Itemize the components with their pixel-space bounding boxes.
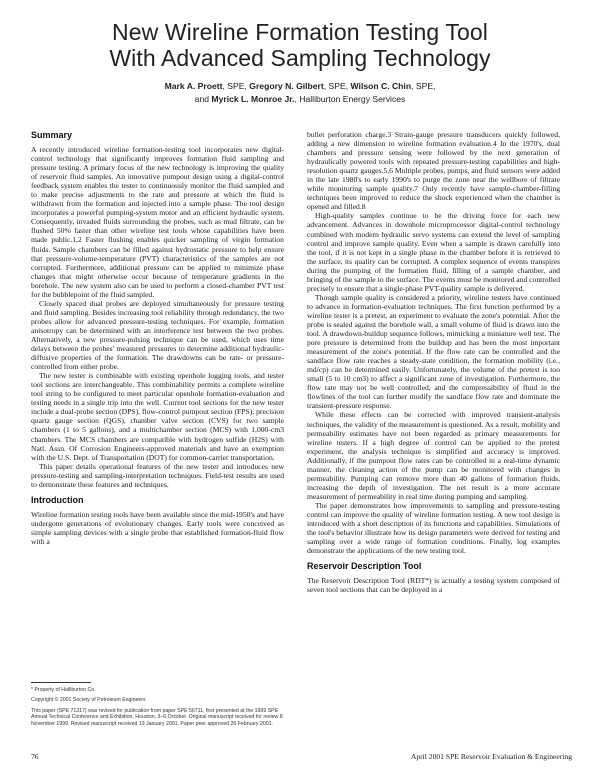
author-name: Gregory N. Gilbert xyxy=(249,81,324,91)
right-column xyxy=(307,130,560,594)
journal-citation: April 2001 SPE Reservoir Evaluation & Engineering xyxy=(410,752,572,761)
author-name: Wilson C. Chin xyxy=(350,81,412,91)
introduction-paragraph: Wireline formation testing tools have been available since the mid-1950's and have undergone generations of evolutionary changes. Early tools were conceived as simple sampling devices with a single probe that established formation-fluid flow with a xyxy=(31,509,284,546)
body-paragraph: The paper demonstrates how improvements to sampling and pressure-testing control can improve the quality of wireline formation testing. A new tool design is introduced with a short description of its functions and capabilities. Simulations of the tool's behavior illustrate how its design parameters were derived for testing and sampling over a wide range of formation conditions. Finally, log examples demonstrate the applications of the new testing tool. xyxy=(307,500,560,556)
left-column xyxy=(31,130,284,546)
rdt-paragraph: The Reservoir Description Tool (RDT*) is actually a testing system composed of seven tool sections that can be deployed in a xyxy=(307,576,560,595)
summary-paragraph: Closely spaced dual probes are deployed simultaneously for pressure testing and fluid sampling. Besides increasing tool reliability through redundancy, the two probes allow for advanced pressure-testing techniques. For example, formation anisotropy can be determined with an interference test between the two probes. Alternatively, a new pressure-pulsing technique can be used, which uses time delays between the probes' measured pressures to determine additional hydraulic-diffusive properties of the formation. The drawdowns can be rate- or pressure-controlled from either probe. xyxy=(31,298,284,372)
page-footer xyxy=(31,752,572,764)
body-paragraph: Though sample quality is considered a priority, wireline testers have continued to advance in formation-evaluation techniques. The first function performed by a wireline tester is a pretest, an experiment to evaluate the zone's potential. After the probe is sealed against the borehole wall, a small volume of fluid is drawn into the tool. A drawdown-buildup sequence follows, mimicking a miniature well test. The pore pressure is determined from the buildup and has been the most important measurement of the zone's potential. If the flow rate can be controlled and the sandface flow rate reaches a steady-state condition, the formation mobility (i.e., md/cp) can be determined easily. Unfortunately, the volume of the pretest is too small (5 to 10 cm3) to affect a significant zone of investigation. Furthermore, the flow rate may not be well controlled, and the compressibility of fluid in the flowlines of the tool can further modify the sandface flow rate and dominate the transient-pressure response. xyxy=(307,292,560,411)
summary-paragraph: The new tester is combinable with existing openhole logging tools, and tester tool sections are interchangeable. This combinability permits a complete wireline tool string to be configured to meet particular openhole formation-evaluation and testing needs in a single trip into the well. Current tool sections for the new tester include a dual-probe section (DPS), flow-control pumpout section (FPS), precision quartz gauge section (QGS), chamber valve section (CVS) for two sample chambers (1 to 5 gallons), and a multichamber section (MCS) with 1,000-cm3 chambers. The MCS chambers are compatible with hydrogen sulfide (H2S) with Natl. Assn. Of Corrosion Engineers-approved materials and have an exemption with the U.S. Dept. of Transportation (DOT) for common-carrier transportation. xyxy=(31,371,284,462)
title-line-2: With Advanced Sampling Technology xyxy=(109,45,491,71)
author-affiliation: , SPE, xyxy=(411,81,436,91)
author-name: Myrick L. Monroe Jr. xyxy=(211,93,295,104)
body-paragraph: bullet perforation charge.3 Strain-gauge pressure transducers quickly followed, adding a new dimension to wireline formation evaluation.4 In the 1970's, dual chambers and pressure sensing were followed by the next generation of hydraulically powered tools with repeated pressure-testing capabilities and high-resolution quartz gauges.5,6 Multiple probes, pumps, and fluid sensors were added in the late 1980's to early 1990's to purge the zone near the wellbore of filtrate while monitoring sample quality.7 Only recently have sample-chamber-filling techniques been improved to reduce the shock experienced when the chamber is opened and filled.8 xyxy=(307,130,560,212)
copyright-note: Copyright © 2001 Society of Petroleum Engineers xyxy=(31,697,146,704)
page-number: 76 xyxy=(31,752,39,761)
summary-paragraph: A recently introduced wireline formation-testing tool incorporates new digital-control technology that significantly improves formation fluid sampling and pressure testing. A primary focus of the new technology is improving the quality of reservoir fluid samples. An innovative pumpout design using a digital-control feedback system enables the tester to continuously monitor the fluid sampled and to make precise adjustments to the rate and pressure at which the fluid is withdrawn from the formation and injected into a sample phase. The tool design incorporates a powerful pumping-system motor and an efficient hydraulic system. Consequently, invaded fluids surrounding the probes, such as mud filtrate, can be flushed 50% faster than other wireline test tools whose capabilities have been made public.1,2 Faster flushing enables quicker sampling of virgin formation fluids. Sample chambers can be filled against hydrostatic pressure to help ensure that pressure-volume-temperature (PVT) characteristics of the samples are not corrupted. Furthermore, additional pressure can be applied to minimize phase changes that might otherwise occur because of temperature gradients in the borehole. The new system also can be used to perform a closed-chamber PVT test for the bubblepoint of the fluid sampled. xyxy=(31,145,284,299)
rdt-heading: Reservoir Description Tool xyxy=(307,561,422,572)
author-block xyxy=(0,80,600,105)
author-affiliation: , Halliburton Energy Services xyxy=(294,93,406,104)
trademark-note: * Property of Halliburton Co. xyxy=(31,687,96,693)
author-line-1 xyxy=(0,80,600,93)
summary-paragraph: This paper details operational features of the new tester and introduces new pressure-testing and sampling-interpretation techniques. Field-test results are used to demonstrate these features and techniques. xyxy=(31,461,284,489)
paper-title xyxy=(0,19,600,71)
author-affiliation: , SPE, xyxy=(222,81,250,91)
author-conjunction: and xyxy=(194,93,212,104)
author-line-2 xyxy=(0,93,600,106)
introduction-heading: Introduction xyxy=(31,494,84,505)
paper-history-note: This paper (SPE 71317) was revised for publication from paper SPE 56711, first presented at the 1999 SPE Annual Technical Conference and Exhibition, Houston, 3–6 October. Original manuscript received for review 8 November 1999. Revised manuscript received 19 January 2001. Paper peer approved 26 February 2001. xyxy=(31,707,283,727)
footnotes xyxy=(31,682,284,731)
body-paragraph: While these effects can be corrected with improved transient-analysis techniques, the validity of the measurement is questioned. As a result, mobility and permeability estimates have not been regarded as primary measurements for wireline testers. If a high degree of control can be applied to the pretest experiment, the analysis technique is simplified and accuracy is improved. Additionally, if the pumpout flow rates can be controlled in a real-time dynamic manner, the cleaning action of the pump can be monitored with changes in permeability. Pumping can remove more than 40 gallons of formation fluids, increasing the depth of investigation. The net result is a more accurate measurement of permeability in real time during pumping and sampling. xyxy=(307,410,560,501)
footnote-rule xyxy=(31,682,91,683)
summary-heading: Summary xyxy=(31,130,73,140)
body-paragraph: High-quality samples continue to be the driving force for each new advancement. Advances in downhole microprocessor digital-control technology combined with modern hydraulic servo systems can extend the level of sampling control and improve sample quality. Even when a sample is drawn carefully into the tool, if it is not kept in a single phase in the chamber before it is retrieved to the surface, its quality can be corrupted. A complex sequence of events transpires during the pumping of the formation fluid, filling of a sample chamber, and bringing of the sample to the surface. The events must be monitored and controlled precisely to ensure that a single-phase PVT-quality sample is delivered. xyxy=(307,211,561,293)
title-line-1: New Wireline Formation Testing Tool xyxy=(112,19,488,45)
author-affiliation: , SPE, xyxy=(323,81,351,91)
author-name: Mark A. Proett xyxy=(164,81,223,91)
